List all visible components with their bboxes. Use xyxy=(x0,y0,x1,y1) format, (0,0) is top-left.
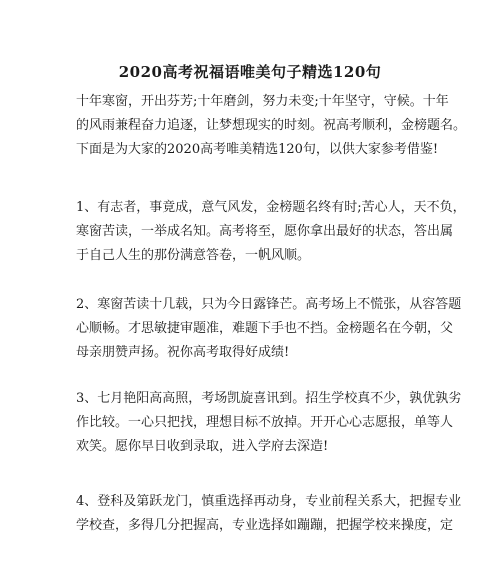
paragraph-3-line: 作比较。一心只把找，理想目标不放掉。开开心心志愿报，单等人 xyxy=(76,415,454,430)
paragraph-1-line: 1、有志者，事竟成，意气风发，金榜题名终有时;苦心人，天不负， xyxy=(76,200,466,215)
paragraph-4-line: 4、登科及第跃龙门，慎重选择再动身，专业前程关系大，把握专业 xyxy=(76,494,462,509)
paragraph-2-line: 心顺畅。才思敏捷审题准，难题下手也不挡。金榜题名在今朝，父 xyxy=(76,321,454,336)
paragraph-3-line: 3、七月艳阳高高照，考场凯旋喜讯到。招生学校真不少，孰优孰劣 xyxy=(76,391,462,406)
paragraph-2-line: 母亲朋赞声扬。祝你高考取得好成绩! xyxy=(76,345,290,360)
paragraph-2-line: 2、寒窗苦读十几载，只为今日露锋芒。高考场上不慌张，从容答题 xyxy=(76,297,462,312)
paragraph-1-line: 于自己人生的那份满意答卷，一帆风顺。 xyxy=(76,248,311,263)
document-title: 2020高考祝福语唯美句子精选120句 xyxy=(118,63,382,81)
intro-line: 的风雨兼程奋力追逐，让梦想现实的时刻。祝高考顺利，金榜题名。 xyxy=(76,118,467,133)
intro-line: 十年寒窗，开出芬芳;十年磨剑，努力未变;十年坚守，守候。十年 xyxy=(76,94,449,109)
paragraph-1-line: 寒窗苦读，一举成名知。高考将至，愿你拿出最好的状态，答出属 xyxy=(76,224,454,239)
intro-line: 下面是为大家的2020高考唯美精选120句，以供大家参考借鉴! xyxy=(76,142,439,157)
paragraph-3-line: 欢笑。愿你早日收到录取，进入学府去深造! xyxy=(76,439,329,454)
paragraph-4-line: 学校查，多得几分把握高，专业选择如蹦蹦，把握学校来操度，定 xyxy=(76,518,454,533)
